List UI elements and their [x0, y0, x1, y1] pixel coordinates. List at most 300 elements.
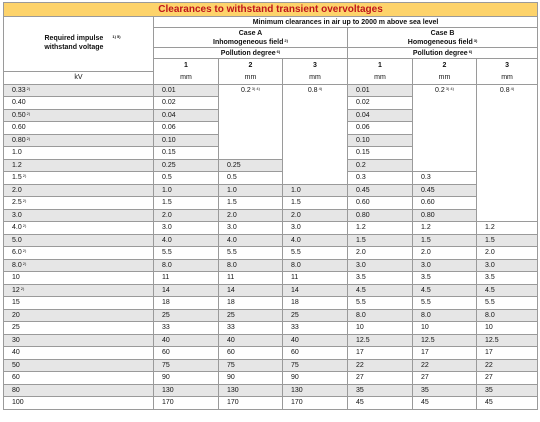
case-b-pd1-cell-value: 4.5 — [356, 286, 366, 294]
case-a-pd2-cell — [219, 309, 283, 322]
case-a-pd2-cell — [219, 222, 283, 235]
case-a-pd3-cell-note: 4) — [318, 85, 323, 91]
degree-b2: 2 — [413, 59, 477, 72]
case-a-pd1-cell — [154, 397, 219, 410]
case-a-pd2-cell-value: 0.25 — [227, 161, 241, 169]
table-row — [4, 172, 538, 185]
case-b-pd1-cell-value: 0.60 — [356, 199, 370, 207]
case-b-pd2-cell-value: 4.5 — [421, 286, 431, 294]
degree-b1: 1 — [348, 59, 413, 72]
voltage-cell-note: 2) — [26, 110, 31, 116]
voltage-cell-note: 2) — [26, 85, 31, 91]
voltage-cell-value: 12 — [12, 286, 20, 294]
case-b-pd2-cell — [413, 209, 477, 222]
case-b-pd1-cell-value: 10 — [356, 324, 364, 332]
case-a-pd1-cell-value: 0.04 — [162, 111, 176, 119]
voltage-cell-value: 1.5 — [12, 174, 22, 182]
case-a-pd3-cell — [283, 347, 348, 360]
case-a-pd3-cell-value: 11 — [291, 274, 299, 282]
case-a-pd2-cell — [219, 259, 283, 272]
case-a-pd3-cell-value: 5.5 — [291, 249, 301, 257]
case-a-pd2-cell — [219, 172, 283, 185]
voltage-cell-note: 2) — [22, 223, 27, 229]
case-b-pd3-cell-value: 17 — [485, 349, 493, 357]
voltage-cell — [4, 359, 154, 372]
case-b-pd3-cell-value: 0.8 — [499, 86, 510, 94]
table-row — [4, 322, 538, 335]
case-a-pd2-cell-value: 8.0 — [227, 261, 237, 269]
voltage-cell — [4, 259, 154, 272]
table-row — [4, 234, 538, 247]
voltage-cell — [4, 322, 154, 335]
case-a-pd1-cell-value: 0.01 — [162, 86, 176, 94]
case-a-pd1-cell-value: 60 — [162, 349, 170, 357]
case-a-pd2-cell-value: 40 — [227, 336, 235, 344]
case-a-pd1-cell — [154, 84, 219, 97]
case-a-pd2-cell — [219, 284, 283, 297]
case-b-pd2-cell — [413, 359, 477, 372]
case-b-pd1-cell-value: 0.15 — [356, 149, 370, 157]
voltage-cell — [4, 284, 154, 297]
case-b-pd3-cell-value: 22 — [485, 361, 493, 369]
case-a-pd2-cell — [219, 397, 283, 410]
case-a-pd1-cell-value: 1.0 — [162, 186, 172, 194]
case-a-pd1-cell-value: 0.5 — [162, 174, 172, 182]
case-a-pd3-cell — [283, 222, 348, 235]
case-b-pd3-cell-note: 4) — [510, 85, 515, 91]
case-b-pd3-cell-value: 2.0 — [485, 249, 495, 257]
case-b-pd2-cell — [413, 272, 477, 285]
case-a-pd3-cell — [283, 209, 348, 222]
case-a-pd2-cell-value: 1.0 — [227, 186, 237, 194]
table-row — [4, 309, 538, 322]
case-a-pd3-cell — [283, 184, 348, 197]
case-a-pd1-cell-value: 0.02 — [162, 99, 176, 107]
case-b-pd2-cell-value: 0.80 — [421, 211, 435, 219]
voltage-cell — [4, 372, 154, 385]
case-b-pd1-cell — [348, 197, 413, 210]
pollution-degree-header-a — [154, 48, 348, 59]
voltage-cell — [4, 197, 154, 210]
case-b-pd1-cell-value: 0.45 — [356, 186, 370, 194]
case-a-pd1-cell-value: 90 — [162, 374, 170, 382]
voltage-cell-note: 2) — [22, 260, 27, 266]
unit-mm-a3: mm — [283, 71, 348, 84]
case-a-pd3-cell — [283, 297, 348, 310]
case-b-pd2-cell — [413, 322, 477, 335]
case-b-pd1-cell — [348, 247, 413, 260]
voltage-cell-value: 25 — [12, 324, 20, 332]
case-a-pd2-cell — [219, 359, 283, 372]
case-a-pd3-cell — [283, 84, 348, 184]
case-a-pd3-cell-value: 75 — [291, 361, 299, 369]
voltage-cell — [4, 384, 154, 397]
case-a-pd2-cell — [219, 384, 283, 397]
voltage-header — [4, 17, 154, 72]
case-a-pd1-cell-value: 75 — [162, 361, 170, 369]
case-b-note: 3) — [473, 37, 478, 43]
case-b-pd1-cell-value: 22 — [356, 361, 364, 369]
table-row — [4, 197, 538, 210]
case-a-pd2-cell-value: 11 — [227, 274, 235, 282]
case-a-pd2-cell-value: 130 — [227, 386, 239, 394]
case-b-pd2-cell — [413, 222, 477, 235]
case-b-pd2-cell — [413, 84, 477, 172]
case-a-pd3-cell — [283, 359, 348, 372]
voltage-cell — [4, 222, 154, 235]
case-b-pd1-cell-value: 3.5 — [356, 274, 366, 282]
case-a-pd1-cell — [154, 284, 219, 297]
voltage-cell-value: 1.0 — [12, 149, 22, 157]
table-row — [4, 359, 538, 372]
case-b-pd1-cell — [348, 184, 413, 197]
voltage-cell — [4, 334, 154, 347]
case-a-pd2-cell — [219, 209, 283, 222]
case-b-pd3-cell-value: 45 — [485, 399, 493, 407]
case-a-pd3-cell-value: 2.0 — [291, 211, 301, 219]
case-b-pd2-cell-value: 35 — [421, 386, 429, 394]
case-a-pd3-cell-value: 18 — [291, 299, 299, 307]
case-b-pd3-cell — [477, 322, 538, 335]
case-a-pd3-cell — [283, 309, 348, 322]
case-b-pd1-cell — [348, 284, 413, 297]
case-a-pd3-cell — [283, 247, 348, 260]
case-b-pd2-cell-value: 22 — [421, 361, 429, 369]
case-b-pd1-cell — [348, 147, 413, 160]
case-b-pd3-cell-value: 8.0 — [485, 311, 495, 319]
case-a-pd3-cell-value: 0.8 — [307, 86, 318, 94]
case-b-pd1-cell — [348, 397, 413, 410]
case-b-pd2-cell-value: 0.2 — [435, 86, 445, 94]
case-a-pd1-cell-value: 0.15 — [162, 149, 176, 157]
case-a-pd3-cell — [283, 322, 348, 335]
case-b-pd3-cell — [477, 372, 538, 385]
voltage-cell — [4, 347, 154, 360]
pollution-note-a: 6) — [276, 48, 281, 54]
case-a-pd2-cell — [219, 372, 283, 385]
case-a-pd3-cell-value: 33 — [291, 324, 299, 332]
voltage-cell-note: 2) — [26, 135, 31, 141]
case-b-pd2-cell — [413, 397, 477, 410]
voltage-cell-value: 30 — [12, 336, 20, 344]
unit-kv: kV — [4, 71, 154, 84]
voltage-cell-value: 0.80 — [12, 136, 26, 144]
case-b-pd3-cell — [477, 284, 538, 297]
voltage-cell-value: 3.0 — [12, 211, 22, 219]
case-a-pd2-cell-note: 3) 4) — [251, 85, 260, 91]
case-b-pd2-cell-value: 0.45 — [421, 186, 435, 194]
case-a-pd3-cell-value: 90 — [291, 374, 299, 382]
case-a-pd2-cell — [219, 334, 283, 347]
case-b-pd2-cell-value: 3.5 — [421, 274, 431, 282]
voltage-cell-value: 15 — [12, 299, 20, 307]
case-a-pd1-cell-value: 170 — [162, 399, 174, 407]
voltage-cell-value: 60 — [12, 374, 20, 382]
case-a-pd1-cell — [154, 134, 219, 147]
case-a-pd1-cell — [154, 372, 219, 385]
case-a-pd2-cell — [219, 247, 283, 260]
pollution-label-a: Pollution degree — [220, 49, 276, 57]
case-b-pd3-cell — [477, 334, 538, 347]
case-b-pd2-cell-value: 1.5 — [421, 236, 431, 244]
pollution-label-b: Pollution degree — [412, 49, 468, 57]
case-b-pd1-cell — [348, 134, 413, 147]
case-a-pd2-cell-value: 170 — [227, 399, 239, 407]
case-a-pd3-cell-value: 60 — [291, 349, 299, 357]
case-a-pd1-cell — [154, 122, 219, 135]
case-b-pd3-cell-value: 12.5 — [485, 336, 499, 344]
case-a-pd3-cell-value: 1.5 — [291, 199, 301, 207]
case-b-pd1-cell-value: 27 — [356, 374, 364, 382]
case-a-pd1-cell-value: 25 — [162, 311, 170, 319]
case-a-pd1-cell-value: 130 — [162, 386, 174, 394]
case-a-pd1-cell-value: 2.0 — [162, 211, 172, 219]
case-a-subtitle: Inhomogeneous field — [213, 38, 284, 46]
case-a-pd3-cell — [283, 272, 348, 285]
voltage-cell-value: 1.2 — [12, 161, 22, 169]
case-a-pd3-cell — [283, 234, 348, 247]
case-a-pd1-cell — [154, 309, 219, 322]
case-b-pd1-cell-value: 2.0 — [356, 249, 366, 257]
voltage-cell — [4, 147, 154, 160]
case-a-pd3-cell-value: 4.0 — [291, 236, 301, 244]
case-a-pd2-cell-value: 75 — [227, 361, 235, 369]
case-b-pd1-cell — [348, 297, 413, 310]
case-b-pd3-cell — [477, 359, 538, 372]
case-a-pd2-cell-value: 5.5 — [227, 249, 237, 257]
case-b-pd3-cell — [477, 347, 538, 360]
case-a-note: 2) — [284, 37, 288, 43]
case-a-pd3-cell — [283, 397, 348, 410]
voltage-cell — [4, 397, 154, 410]
case-b-pd1-cell-value: 35 — [356, 386, 364, 394]
case-a-pd3-cell — [283, 197, 348, 210]
degree-a1: 1 — [154, 59, 219, 72]
case-a-pd3-cell-value: 170 — [291, 399, 303, 407]
unit-mm-b3: mm — [477, 71, 538, 84]
case-b-pd1-cell — [348, 322, 413, 335]
case-b-pd2-cell — [413, 309, 477, 322]
voltage-cell-value: 4.0 — [12, 224, 22, 232]
table-row — [4, 334, 538, 347]
voltage-cell-note: 2) — [22, 198, 27, 204]
case-b-pd1-cell — [348, 109, 413, 122]
case-b-pd3-cell-value: 5.5 — [485, 299, 495, 307]
case-b-pd3-cell-value: 3.5 — [485, 274, 495, 282]
case-a-pd1-cell-value: 8.0 — [162, 261, 172, 269]
case-a-pd2-cell-value: 1.5 — [227, 199, 237, 207]
case-b-pd3-cell — [477, 272, 538, 285]
case-a-pd2-cell-value: 14 — [227, 286, 235, 294]
voltage-cell-value: 100 — [12, 399, 24, 407]
case-b-pd1-cell-value: 0.2 — [356, 161, 366, 169]
case-a-pd2-cell — [219, 184, 283, 197]
case-b-pd1-cell-value: 0.04 — [356, 111, 370, 119]
voltage-header-label: Required impulse withstand voltage — [44, 35, 104, 51]
case-a-pd2-cell — [219, 234, 283, 247]
case-a-pd3-cell — [283, 259, 348, 272]
case-b-pd2-cell-value: 17 — [421, 349, 429, 357]
case-a-pd2-cell-value: 18 — [227, 299, 235, 307]
case-b-pd1-cell-value: 0.01 — [356, 86, 370, 94]
case-a-pd3-cell — [283, 334, 348, 347]
case-a-pd1-cell — [154, 197, 219, 210]
case-b-pd2-cell-value: 2.0 — [421, 249, 431, 257]
case-b-pd3-cell — [477, 247, 538, 260]
case-b-pd2-cell-value: 1.2 — [421, 224, 431, 232]
case-b-pd1-cell — [348, 372, 413, 385]
voltage-cell — [4, 172, 154, 185]
case-a-pd1-cell — [154, 347, 219, 360]
table-row — [4, 372, 538, 385]
case-a-pd2-cell-value: 60 — [227, 349, 235, 357]
case-b-pd1-cell-value: 1.5 — [356, 236, 366, 244]
case-b-pd1-cell — [348, 84, 413, 97]
table-row — [4, 259, 538, 272]
degree-a3: 3 — [283, 59, 348, 72]
case-a-pd2-cell — [219, 159, 283, 172]
case-b-pd1-cell — [348, 234, 413, 247]
case-a-pd3-cell — [283, 372, 348, 385]
case-b-pd1-cell-value: 0.3 — [356, 174, 366, 182]
voltage-cell-value: 20 — [12, 311, 20, 319]
case-a-pd1-cell — [154, 147, 219, 160]
case-b-pd2-cell — [413, 347, 477, 360]
case-b-pd1-cell-value: 0.10 — [356, 136, 370, 144]
case-a-pd3-cell — [283, 384, 348, 397]
case-b-pd3-cell — [477, 297, 538, 310]
case-a-pd1-cell — [154, 172, 219, 185]
case-b-pd1-cell — [348, 159, 413, 172]
case-a-pd2-cell-value: 2.0 — [227, 211, 237, 219]
case-a-pd2-cell-value: 0.5 — [227, 174, 237, 182]
voltage-cell — [4, 159, 154, 172]
case-a-pd1-cell-value: 1.5 — [162, 199, 172, 207]
voltage-cell-value: 8.0 — [12, 261, 22, 269]
case-b-pd1-cell-value: 12.5 — [356, 336, 370, 344]
voltage-cell — [4, 84, 154, 97]
case-b-pd3-cell — [477, 222, 538, 235]
case-a-pd1-cell — [154, 159, 219, 172]
table-row — [4, 347, 538, 360]
case-b-pd2-cell-value: 8.0 — [421, 311, 431, 319]
case-b-pd1-cell — [348, 309, 413, 322]
voltage-cell-value: 40 — [12, 349, 20, 357]
degree-b3: 3 — [477, 59, 538, 72]
case-b-pd2-cell — [413, 197, 477, 210]
case-a-pd1-cell — [154, 259, 219, 272]
clearances-table-container — [3, 2, 537, 410]
case-a-pd1-cell-value: 0.25 — [162, 161, 176, 169]
case-a-pd1-cell — [154, 184, 219, 197]
case-a-pd1-cell — [154, 97, 219, 110]
table-row — [4, 384, 538, 397]
voltage-cell-value: 6.0 — [12, 249, 22, 257]
voltage-cell-value: 0.60 — [12, 124, 26, 132]
case-b-pd2-cell-value: 45 — [421, 399, 429, 407]
case-b-pd3-cell-value: 4.5 — [485, 286, 495, 294]
table-row — [4, 397, 538, 410]
case-a-pd2-cell — [219, 197, 283, 210]
table-row — [4, 284, 538, 297]
voltage-cell-note: 2) — [22, 248, 27, 254]
case-b-pd3-cell — [477, 384, 538, 397]
voltage-cell-value: 0.50 — [12, 111, 26, 119]
case-b-pd1-cell — [348, 97, 413, 110]
case-a-pd1-cell — [154, 209, 219, 222]
case-b-pd1-cell — [348, 359, 413, 372]
degree-a2: 2 — [219, 59, 283, 72]
case-a-header — [154, 28, 348, 48]
unit-mm-a1: mm — [154, 71, 219, 84]
case-a-pd1-cell-value: 40 — [162, 336, 170, 344]
case-b-pd1-cell-value: 0.06 — [356, 124, 370, 132]
case-a-pd1-cell — [154, 222, 219, 235]
case-a-pd1-cell-value: 18 — [162, 299, 170, 307]
case-b-header — [348, 28, 538, 48]
voltage-cell — [4, 97, 154, 110]
case-b-pd2-cell — [413, 372, 477, 385]
case-b-pd1-cell-value: 5.5 — [356, 299, 366, 307]
case-a-pd1-cell — [154, 384, 219, 397]
case-b-pd2-cell-value: 5.5 — [421, 299, 431, 307]
voltage-cell — [4, 134, 154, 147]
case-b-pd2-cell — [413, 284, 477, 297]
case-b-pd2-cell-value: 0.3 — [421, 174, 431, 182]
clearances-table — [3, 2, 538, 410]
voltage-cell — [4, 247, 154, 260]
case-a-pd1-cell-value: 11 — [162, 274, 170, 282]
case-b-pd3-cell — [477, 397, 538, 410]
voltage-cell-value: 5.0 — [12, 236, 22, 244]
case-b-pd3-cell — [477, 309, 538, 322]
case-b-pd1-cell — [348, 334, 413, 347]
case-b-pd1-cell — [348, 122, 413, 135]
case-b-pd2-cell-value: 3.0 — [421, 261, 431, 269]
table-row — [4, 247, 538, 260]
case-b-pd1-cell-value: 1.2 — [356, 224, 366, 232]
voltage-header-note: 1) 5) — [112, 34, 121, 40]
case-a-pd3-cell-value: 3.0 — [291, 224, 301, 232]
case-a-pd3-cell — [283, 284, 348, 297]
voltage-cell — [4, 109, 154, 122]
case-a-pd2-cell — [219, 272, 283, 285]
case-a-title: Case A — [238, 29, 263, 37]
case-b-pd3-cell-value: 1.5 — [485, 236, 495, 244]
pollution-degree-header-b — [348, 48, 538, 59]
case-a-pd1-cell-value: 33 — [162, 324, 170, 332]
case-b-pd1-cell-value: 45 — [356, 399, 364, 407]
case-b-pd1-cell-value: 3.0 — [356, 261, 366, 269]
case-a-pd1-cell — [154, 109, 219, 122]
case-b-pd2-cell — [413, 234, 477, 247]
voltage-cell — [4, 184, 154, 197]
case-a-pd1-cell — [154, 247, 219, 260]
case-a-pd2-cell — [219, 84, 283, 159]
case-b-pd2-cell-value: 12.5 — [421, 336, 435, 344]
voltage-cell — [4, 297, 154, 310]
voltage-cell-note: 2) — [20, 285, 25, 291]
voltage-cell — [4, 309, 154, 322]
pollution-note-b: 6) — [468, 48, 473, 54]
case-b-pd1-cell — [348, 259, 413, 272]
case-b-pd3-cell-value: 3.0 — [485, 261, 495, 269]
case-a-pd1-cell-value: 4.0 — [162, 236, 172, 244]
table-row — [4, 222, 538, 235]
case-b-pd1-cell-value: 0.80 — [356, 211, 370, 219]
case-a-pd3-cell-value: 40 — [291, 336, 299, 344]
case-a-pd1-cell-value: 5.5 — [162, 249, 172, 257]
